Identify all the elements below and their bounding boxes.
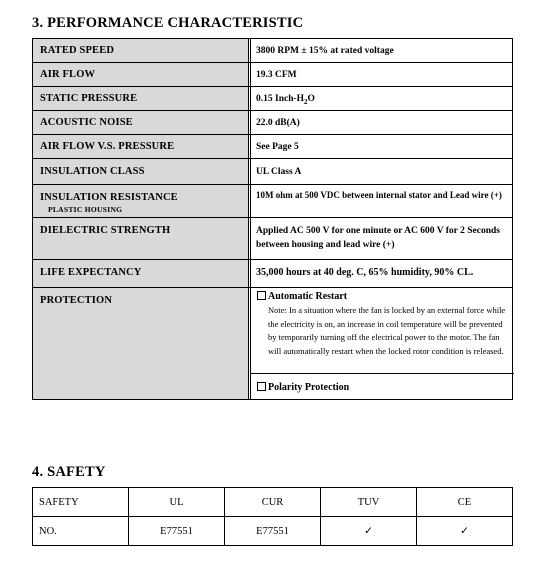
performance-table [32, 38, 513, 400]
ul-header-cell: UL [129, 488, 225, 517]
column-separator [248, 39, 251, 399]
ul-number-cell: E77551 [129, 517, 225, 546]
row-divider [33, 217, 512, 218]
row-divider [33, 259, 512, 260]
protection-label: PROTECTION [40, 295, 113, 306]
air-flow-label: AIR FLOW [40, 69, 96, 80]
section-3-heading: 3. PERFORMANCE CHARACTERISTIC [32, 15, 304, 31]
row-divider [33, 86, 512, 87]
insulation-class-value: UL Class A [256, 167, 302, 177]
safety-header-cell: SAFETY [33, 488, 129, 517]
insulation-class-label: INSULATION CLASS [40, 166, 145, 177]
row-divider [33, 287, 512, 288]
polarity-protection-label: Polarity Protection [268, 382, 350, 393]
air-flow-vs-pressure-label: AIR FLOW V.S. PRESSURE [40, 141, 175, 152]
static-pressure-unit: O [307, 94, 315, 104]
automatic-restart-note: Note: In a situation where the fan is locked by an external force while the electricity is on, an increase in coil temperature will be prevented by temporarily turning off the electrical power to the motor. The fan will automatically restart when the locked rotor condition is released. [268, 305, 506, 356]
safety-number-row [33, 517, 513, 546]
air-flow-value: 19.3 CFM [256, 70, 297, 80]
acoustic-noise-value: 22.0 dB(A) [256, 118, 300, 128]
number-label-cell: NO. [33, 517, 129, 546]
static-pressure-value [256, 93, 510, 108]
insulation-resistance-value: 10M ohm at 500 VDC between internal stator and Lead wire (+) [256, 190, 502, 200]
row-divider [33, 110, 512, 111]
insulation-resistance-sublabel: PLASTIC HOUSING [48, 205, 123, 214]
automatic-restart-option [257, 291, 511, 304]
cur-header-cell: CUR [225, 488, 321, 517]
polarity-protection-option [257, 382, 511, 395]
cur-number-cell: E77551 [225, 517, 321, 546]
row-divider [33, 62, 512, 63]
tuv-check-cell: ✓ [321, 517, 417, 546]
row-divider [33, 184, 512, 185]
air-flow-vs-pressure-value: See Page 5 [256, 142, 299, 152]
rated-speed-label: RATED SPEED [40, 45, 115, 56]
tuv-header-cell: TUV [321, 488, 417, 517]
dielectric-strength-value: Applied AC 500 V for one minute or AC 600 V for 2 Seconds between housing and lead wire (+) [256, 226, 500, 250]
section-4-heading: 4. SAFETY [32, 464, 106, 480]
static-pressure-label: STATIC PRESSURE [40, 93, 138, 104]
safety-table [32, 487, 513, 546]
acoustic-noise-label: ACOUSTIC NOISE [40, 117, 133, 128]
static-pressure-number: 0.15 Inch-H [256, 94, 305, 104]
ce-header-cell: CE [417, 488, 513, 517]
ce-check-cell: ✓ [417, 517, 513, 546]
row-divider [33, 158, 512, 159]
protection-divider [251, 373, 514, 374]
dielectric-strength-label: DIELECTRIC STRENGTH [40, 225, 171, 236]
rated-speed-value: 3800 RPM ± 15% at rated voltage [256, 46, 394, 56]
life-expectancy-value: 35,000 hours at 40 deg. C, 65% humidity, 90% CL. [256, 267, 474, 278]
checkbox-icon [257, 291, 266, 300]
row-divider [33, 134, 512, 135]
automatic-restart-label: Automatic Restart [268, 291, 348, 302]
static-pressure-subscript: 2 [304, 97, 308, 106]
checkbox-icon [257, 382, 266, 391]
safety-header-row [33, 488, 513, 517]
life-expectancy-label: LIFE EXPECTANCY [40, 267, 142, 278]
insulation-resistance-label: INSULATION RESISTANCE [40, 192, 178, 203]
